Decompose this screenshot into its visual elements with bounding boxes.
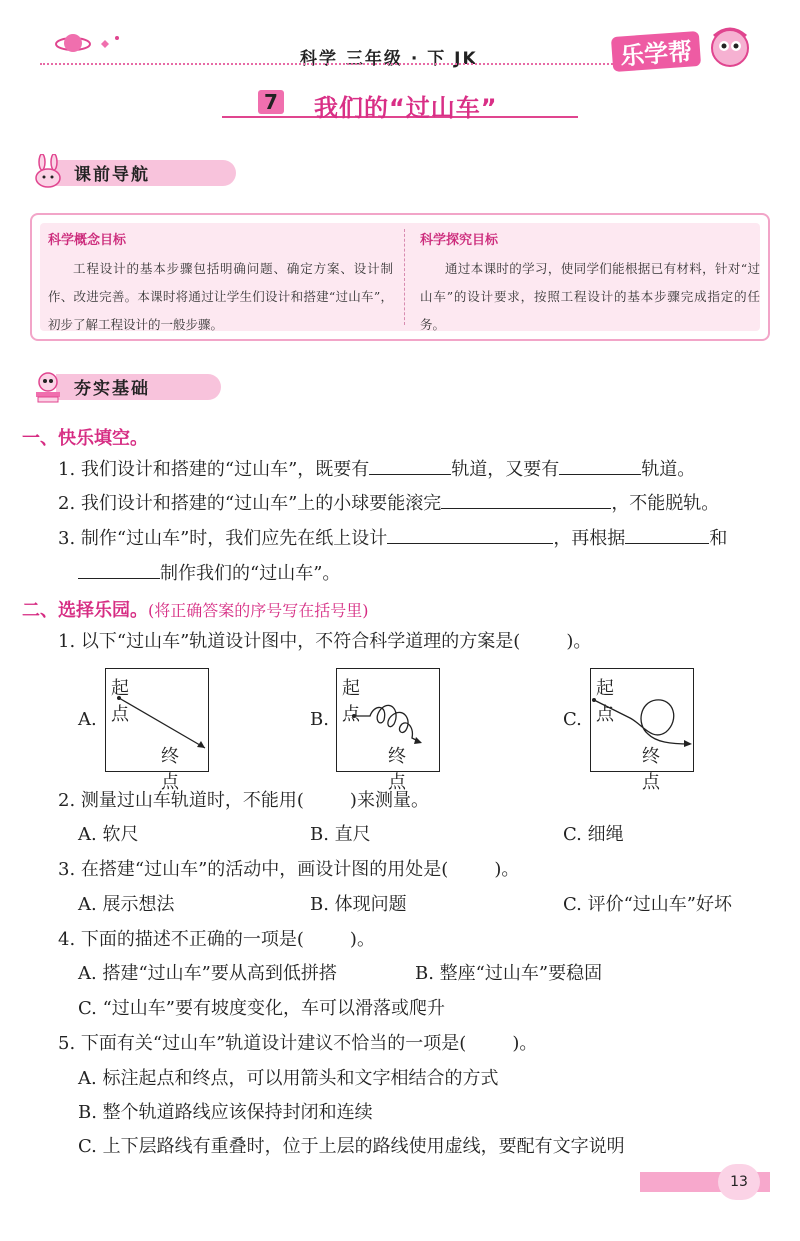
q1-text-b: 轨道，又要有 (451, 459, 560, 480)
concept-goal-text: 工程设计的基本步骤包括明确问题、确定方案、设计制作、改进完善。本课时将通过让学生们设计和搭建“过山车”，初步了解工程设计的一般步骤。 (48, 261, 393, 332)
answer-blank[interactable] (625, 526, 709, 544)
c4-text-b: )。 (349, 929, 375, 950)
c4-option-c[interactable]: C. “过山车”要有坡度变化，车可以滑落或爬升 (78, 998, 445, 1019)
c5-option-c[interactable]: C. 上下层路线有重叠时，位于上层的路线使用虚线，要配有文字说明 (78, 1136, 625, 1157)
brand-logo: 乐学帮 (611, 31, 701, 72)
goals-box (30, 213, 770, 341)
choice-question-3 (58, 858, 519, 882)
planet-icon (55, 28, 145, 58)
lesson-number: 7 (258, 90, 284, 114)
inquiry-goal (420, 227, 760, 339)
header-divider (40, 63, 620, 65)
c2-text-a: 2. 测量过山车轨道时，不能用( (58, 790, 304, 811)
c2-option-c[interactable]: C. 细绳 (563, 824, 624, 845)
end-label: 终点 (388, 746, 406, 793)
fill-question-2 (58, 491, 719, 516)
page-header (0, 0, 800, 80)
subject-label: 科学 三年级 · 下 JK (300, 49, 478, 69)
c3-option-a[interactable]: A. 展示想法 (78, 894, 175, 915)
c2-text-b: )来测量。 (349, 790, 429, 811)
part2-title (22, 596, 369, 622)
answer-blank[interactable] (387, 526, 553, 544)
c4-text-a: 4. 下面的描述不正确的一项是( (58, 929, 304, 950)
goals-divider (404, 229, 405, 325)
answer-blank[interactable] (78, 561, 160, 579)
c5-text-a: 5. 下面有关“过山车”轨道设计建议不恰当的一项是( (58, 1033, 467, 1054)
preview-section-header (30, 154, 230, 190)
part1-title: 一、快乐填空。 (22, 428, 148, 449)
basics-heading: 夯实基础 (74, 379, 150, 399)
choice-question-5 (58, 1032, 537, 1056)
choice-question-1 (58, 630, 591, 654)
answer-blank[interactable] (559, 457, 641, 475)
lesson-name: 我们的“过山车” (314, 94, 498, 122)
fill-question-3-cont (78, 561, 340, 586)
q3-text-d: 制作我们的“过山车”。 (160, 563, 341, 584)
fill-question-3 (58, 526, 727, 551)
q2-text-a: 2. 我们设计和搭建的“过山车”上的小球要能滚完 (58, 493, 442, 514)
fill-question-1 (58, 457, 695, 482)
start-label: 起点 (342, 678, 360, 725)
choice-question-2 (58, 789, 429, 813)
page-number: 13 (718, 1164, 760, 1200)
start-label: 起点 (596, 678, 614, 725)
part2-title-text: 二、选择乐园。 (22, 600, 148, 621)
c1-text-b: )。 (566, 631, 592, 652)
q1-text-a: 1. 我们设计和搭建的“过山车”，既要有 (58, 459, 370, 480)
c5-option-a[interactable]: A. 标注起点和终点，可以用箭头和文字相结合的方式 (78, 1068, 499, 1089)
mascot-icon (700, 22, 760, 72)
choice-question-4 (58, 928, 375, 952)
owl-books-icon (30, 368, 66, 404)
c4-option-b[interactable]: B. 整座“过山车”要稳固 (415, 963, 603, 984)
concept-goal-title: 科学概念目标 (48, 233, 127, 248)
c2-option-a[interactable]: A. 软尺 (78, 824, 139, 845)
diagram-option-a-label: A. (78, 709, 97, 730)
part2-note: (将正确答案的序号写在括号里) (148, 601, 369, 620)
q3-text-b: ，再根据 (553, 528, 626, 549)
inquiry-goal-text: 通过本课时的学习，使同学们能根据已有材料，针对“过山车”的设计要求，按照工程设计的基本步骤完成指定的任务。 (420, 261, 760, 332)
c3-option-b[interactable]: B. 体现问题 (310, 894, 407, 915)
start-label: 起点 (111, 678, 129, 725)
c3-text-b: )。 (494, 859, 520, 880)
rabbit-icon (30, 154, 66, 190)
inquiry-goal-title: 科学探究目标 (420, 233, 499, 248)
q2-text-b: ，不能脱轨。 (611, 493, 720, 514)
c2-option-b[interactable]: B. 直尺 (310, 824, 371, 845)
c3-option-c[interactable]: C. 评价“过山车”好坏 (563, 894, 732, 915)
concept-goal (48, 227, 393, 339)
answer-blank[interactable] (441, 491, 611, 509)
c1-text-a: 1. 以下“过山车”轨道设计图中，不符合科学道理的方案是( (58, 631, 521, 652)
q1-text-c: 轨道。 (641, 459, 696, 480)
q3-text-c: 和 (709, 528, 728, 549)
c5-option-b[interactable]: B. 整个轨道路线应该保持封闭和连续 (78, 1102, 373, 1123)
goals-inner (40, 223, 760, 331)
c4-option-a[interactable]: A. 搭建“过山车”要从高到低拼搭 (78, 963, 337, 984)
basics-section-header (30, 368, 230, 404)
c5-text-b: )。 (512, 1033, 538, 1054)
diagram-option-c-label: C. (563, 709, 582, 730)
preview-heading: 课前导航 (74, 165, 150, 185)
end-label: 终点 (642, 746, 660, 793)
lesson-title (222, 88, 578, 122)
diagram-option-b-label: B. (310, 709, 329, 730)
answer-blank[interactable] (369, 457, 451, 475)
end-label: 终点 (161, 746, 179, 793)
c3-text-a: 3. 在搭建“过山车”的活动中，画设计图的用处是( (58, 859, 449, 880)
q3-text-a: 3. 制作“过山车”时，我们应先在纸上设计 (58, 528, 388, 549)
